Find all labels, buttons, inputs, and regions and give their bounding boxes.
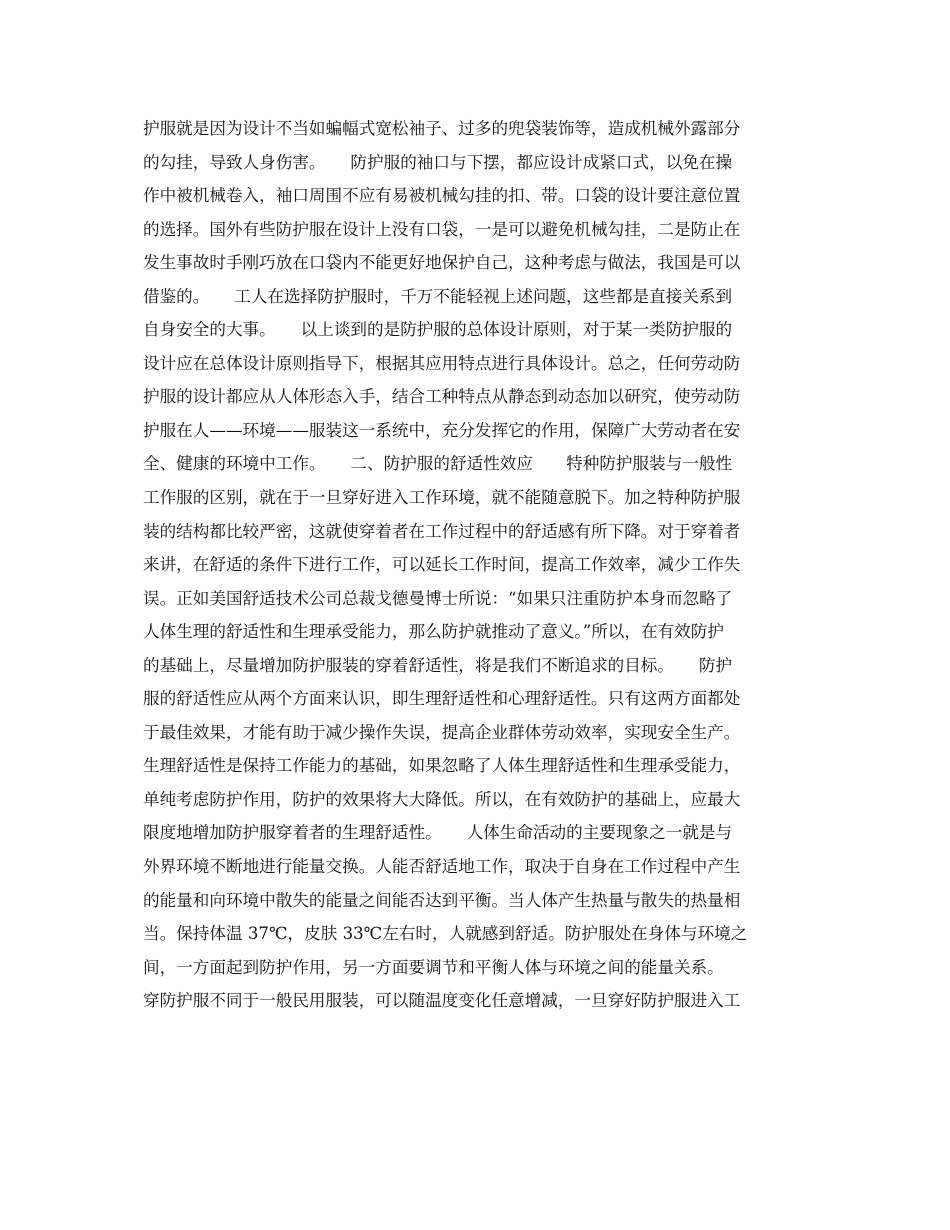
text-line: 服的舒适性应从两个方面来认识，即生理舒适性和心理舒适性。只有这两方面都处 — [143, 689, 741, 709]
text-line: 发生事故时手刚巧放在口袋内不能更好地保护自己，这种考虑与做法，我国是可以 — [143, 253, 741, 273]
text-line: 人体生理的舒适性和生理承受能力，那么防护就推动了意义。”所以，在有效防护 — [143, 622, 724, 642]
text-line: 的基础上，尽量增加防护服装的穿着舒适性，将是我们不断追求的目标。 防护 — [143, 655, 733, 675]
text-line: 的能量和向环境中散失的能量之间能否达到平衡。当人体产生热量与散失的热量相 — [143, 890, 741, 910]
body-text — [143, 112, 813, 1018]
text-line: 外界环境不断地进行能量交换。人能否舒适地工作，取决于自身在工作过程中产生 — [143, 857, 741, 877]
text-line: 装的结构都比较严密，这就使穿着者在工作过程中的舒适感有所下降。对于穿着者 — [143, 521, 741, 541]
text-line: 生理舒适性是保持工作能力的基础，如果忽略了人体生理舒适性和生理承受能力， — [143, 756, 741, 776]
text-line: 的选择。国外有些防护服在设计上没有口袋，一是可以避免机械勾挂，二是防止在 — [143, 219, 741, 239]
text-line: 全、健康的环境中工作。 二、防护服的舒适性效应 特种防护服装与一般性 — [143, 454, 733, 474]
text-line: 的勾挂，导致人身伤害。 防护服的袖口与下摆，都应设计成紧口式，以免在操 — [143, 152, 733, 172]
text-line: 限度地增加防护服穿着者的生理舒适性。 人体生命活动的主要现象之一就是与 — [143, 823, 733, 843]
text-line: 设计应在总体设计原则指导下，根据其应用特点进行具体设计。总之，任何劳动防 — [143, 353, 741, 373]
text-line: 护服的设计都应从人体形态入手，结合工种特点从静态到动态加以研究，使劳动防 — [143, 387, 741, 407]
text-line: 自身安全的大事。 以上谈到的是防护服的总体设计原则，对于某一类防护服的 — [143, 320, 733, 340]
text-line: 作中被机械卷入，袖口周围不应有易被机械勾挂的扣、带。口袋的设计要注意位置 — [143, 186, 741, 206]
text-line: 护服就是因为设计不当如蝙幅式宽松袖子、过多的兜袋装饰等，造成机械外露部分 — [143, 119, 741, 138]
text-line: 当。保持体温 37℃，皮肤 33℃左右时，人就感到舒适。防护服处在身体与环境之 — [143, 924, 748, 944]
text-line: 借鉴的。 工人在选择防护服时，千万不能轻视上述问题，这些都是直接关系到 — [143, 286, 733, 306]
text-line: 单纯考虑防护作用，防护的效果将大大降低。所以，在有效防护的基础上，应最大 — [143, 789, 741, 809]
text-line: 穿防护服不同于一般民用服装，可以随温度变化任意增减，一旦穿好防护服进入工 — [143, 991, 741, 1011]
text-line: 于最佳效果，才能有助于减少操作失误，提高企业群体劳动效率，实现安全生产。 — [143, 722, 741, 742]
text-line: 误。正如美国舒适技术公司总裁戈德曼博士所说：“如果只注重防护本身而忽略了 — [143, 588, 733, 608]
text-line: 护服在人——环境——服装这一系统中，充分发挥它的作用，保障广大劳动者在安 — [143, 420, 741, 440]
text-line: 间，一方面起到防护作用，另一方面要调节和平衡人体与环境之间的能量关系。 — [143, 957, 724, 977]
text-line: 来讲，在舒适的条件下进行工作，可以延长工作时间，提高工作效率，减少工作失 — [143, 555, 741, 575]
text-line: 工作服的区别，就在于一旦穿好进入工作环境，就不能随意脱下。加之特种防护服 — [143, 488, 741, 508]
